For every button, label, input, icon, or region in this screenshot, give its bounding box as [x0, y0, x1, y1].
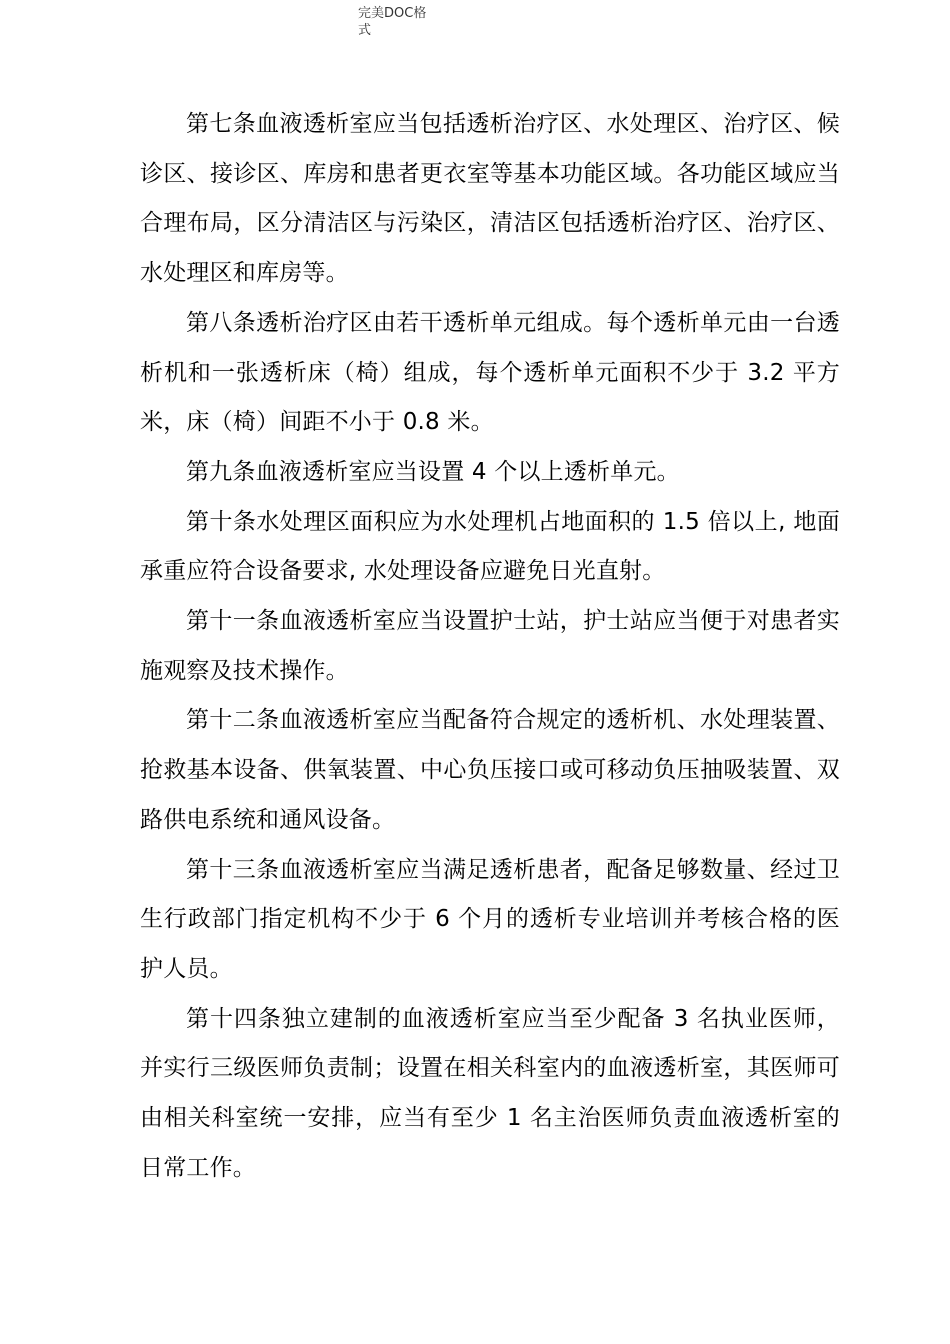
document-body	[140, 100, 840, 1193]
article-10: 第十条水处理区面积应为水处理机占地面积的 1.5 倍以上, 地面承重应符合设备要求, 水处理设备应避免日光直射。	[140, 508, 840, 585]
article-11: 第十一条血液透析室应当设置护士站，护士站应当便于对患者实施观察及技术操作。	[140, 608, 841, 684]
header-note	[358, 5, 448, 39]
header-note-line-2: 式	[358, 23, 372, 38]
article-13: 第十三条血液透析室应当满足透析患者，配备足够数量、经过卫生行政部门指定机构不少于 6 个月的透析专业培训并考核合格的医护人员。	[140, 856, 841, 982]
article-14: 第十四条独立建制的血液透析室应当至少配备 3 名执业医师，并实行三级医师负责制；设置在相关科室内的血液透析室，其医师可由相关科室统一安排，应当有至少 1 名主治医师负责血液透析室的日常工作。	[140, 1005, 841, 1181]
article-8: 第八条透析治疗区由若干透析单元组成。每个透析单元由一台透析机和一张透析床（椅）组成，每个透析单元面积不少于 3.2 平方米，床（椅）间距不小于 0.8 米。	[140, 309, 841, 436]
article-7: 第七条血液透析室应当包括透析治疗区、水处理区、治疗区、候诊区、接诊区、库房和患者更衣室等基本功能区域。各功能区域应当合理布局，区分清洁区与污染区，清洁区包括透析治疗区、治疗区、水处理区和库房等。	[140, 111, 840, 287]
article-9: 第九条血液透析室应当设置 4 个以上透析单元。	[186, 458, 680, 485]
article-12: 第十二条血液透析室应当配备符合规定的透析机、水处理装置、抢救基本设备、供氧装置、中心负压接口或可移动负压抽吸装置、双路供电系统和通风设备。	[140, 707, 841, 833]
header-note-line-1: 完美DOC格	[358, 6, 427, 21]
